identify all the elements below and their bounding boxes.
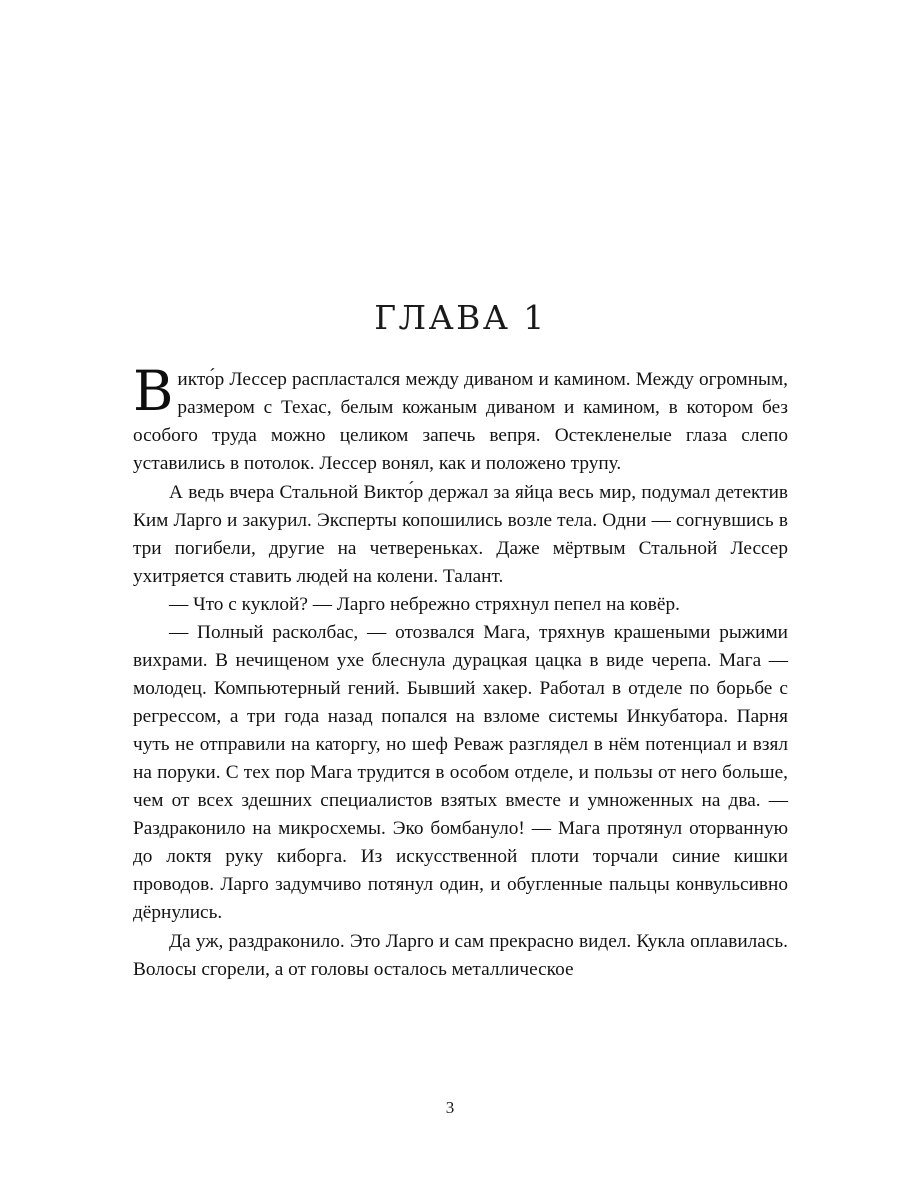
body-text	[133, 359, 788, 983]
paragraph-1	[133, 359, 788, 478]
paragraph-4: — Полный расколбас, — отозвался Мага, тряхнув крашеными рыжими вихрами. В нечищеном ухе блеснула дурацкая цацка в виде черепа. Мага — молодец. Компьютерный гений. Бывший хакер. Работал в отделе по борьбе с регрессом, а три года назад попался на взломе системы Инкубатора. Парня чуть не отправили на каторгу, но шеф Реваж разглядел в нём потенциал и взял на поруки. С тех пор Мага трудится в особом отделе, и пользы от него больше, чем от всех здешних специалистов взятых вместе и умноженных на два. — Раздраконило на микросхемы. Эко бомбануло! — Мага протянул оторванную до локтя руку киборга. Из искусственной плоти торчали синие кишки проводов. Ларго задумчиво потянул один, и обугленные пальцы конвульсивно дёрнулись.	[133, 621, 788, 924]
paragraph-3: — Что с куклой? — Ларго небрежно стряхнул пепел на ковёр.	[169, 593, 680, 615]
paragraph-text: икто́р Лессер распластался между диваном и камином. Между огромным, размером с Техас, белым кожаным диваном и камином, в котором без особого труда можно целиком запечь вепря. Остекленелые глаза слепо уставились в потолок. Лессер вонял, как и положено трупу.	[133, 369, 788, 475]
page-content	[133, 300, 788, 984]
paragraph-2: А ведь вчера Стальной Викто́р держал за яйца весь мир, подумал детектив Ким Ларго и закурил. Эксперты копошились возле тела. Одни — согнувшись в три погибели, другие на четвереньках. Даже мёртвым Стальной Лессер ухитряется ставить людей на колени. Талант.	[133, 481, 788, 587]
drop-capital: В	[133, 359, 174, 424]
page-number: 3	[445, 1098, 455, 1117]
chapter-title: ГЛАВА 1	[374, 298, 547, 337]
paragraph-5: Да уж, раздраконило. Это Ларго и сам прекрасно видел. Кукла оплавилась. Волосы сгорели, а от головы осталось металлическое	[133, 930, 788, 980]
